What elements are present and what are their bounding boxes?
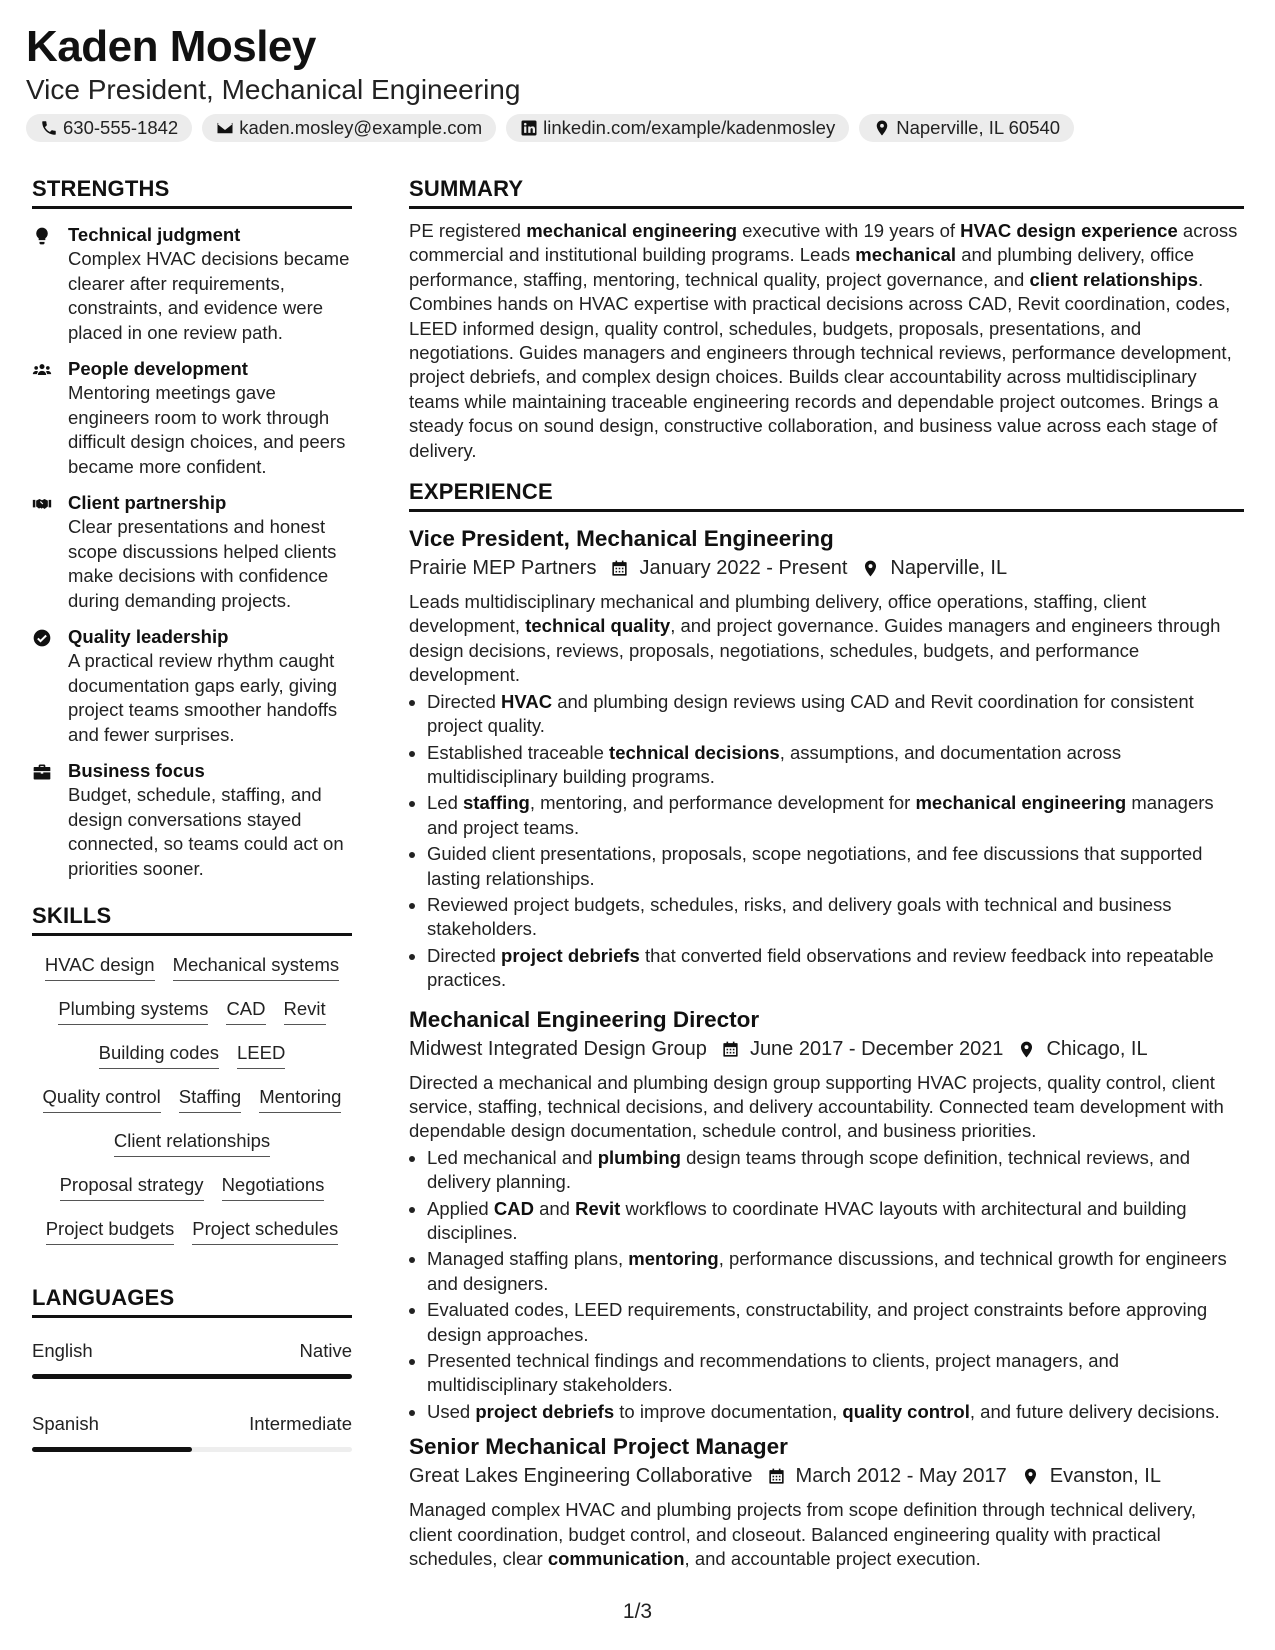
- skill-tag: Negotiations: [222, 1174, 325, 1201]
- job-dates: January 2022 - Present: [639, 557, 848, 580]
- language-name: English: [32, 1340, 93, 1361]
- language-level: Native: [299, 1340, 352, 1361]
- language-item: [32, 1340, 352, 1379]
- language-proficiency-fill: [32, 1447, 192, 1452]
- skill-tag: Mentoring: [259, 1086, 341, 1113]
- job-bullets: [409, 1146, 1244, 1424]
- briefcase-icon: [32, 762, 52, 782]
- job-company: Midwest Integrated Design Group: [409, 1037, 707, 1060]
- strength-title: Client partnership: [68, 492, 227, 513]
- contact-email-text: kaden.mosley@example.com: [239, 117, 483, 138]
- job-bullet: • Guided client presentations, proposals, scope negotiations, and fee discussions that supported lasting relationships.: [427, 842, 1244, 891]
- handshake-icon: [32, 494, 52, 514]
- language-proficiency-bar: [32, 1447, 352, 1452]
- map-pin-icon: [1021, 1467, 1040, 1486]
- job-location: Evanston, IL: [1049, 1465, 1161, 1488]
- skill-tag: Building codes: [99, 1042, 219, 1069]
- job-entry: [409, 1434, 1244, 1571]
- job-bullet: • Directed HVAC and plumbing design reviews using CAD and Revit coordination for consistent project quality.: [427, 690, 1244, 739]
- envelope-icon: [216, 119, 234, 137]
- strength-desc: Complex HVAC decisions became clearer after requirements, constraints, and evidence were placed in one review path.: [68, 248, 350, 343]
- page-indicator: 1/3: [622, 1600, 653, 1623]
- strengths-list: [32, 223, 352, 881]
- contact-location: [859, 114, 1074, 142]
- contact-location-text: Naperville, IL 60540: [896, 117, 1061, 138]
- experience-heading: EXPERIENCE: [409, 479, 1244, 512]
- strength-item: [32, 759, 352, 881]
- job-entry: [409, 1007, 1244, 1425]
- skill-tag: CAD: [226, 998, 265, 1025]
- strength-desc: Clear presentations and honest scope discussions helped clients make decisions with confidence during demanding projects.: [68, 516, 337, 611]
- job-location: Naperville, IL: [890, 557, 1008, 580]
- calendar-icon: [721, 1040, 740, 1059]
- job-dates: March 2012 - May 2017: [795, 1465, 1007, 1488]
- language-proficiency-fill: [32, 1374, 352, 1379]
- candidate-title: Vice President, Mechanical Engineering: [26, 74, 521, 105]
- skills-heading: SKILLS: [32, 903, 352, 936]
- check-circle-icon: [32, 628, 52, 648]
- strength-title: People development: [68, 358, 248, 379]
- job-bullet: • Led mechanical and plumbing design teams through scope definition, technical reviews, and delivery planning.: [427, 1146, 1244, 1195]
- job-bullet: • Managed staffing plans, mentoring, performance discussions, and technical growth for engineers and designers.: [427, 1247, 1244, 1296]
- job-company: Prairie MEP Partners: [409, 557, 597, 580]
- contact-linkedin[interactable]: [506, 114, 849, 142]
- job-dates: June 2017 - December 2021: [749, 1037, 1004, 1060]
- right-column: [409, 176, 1244, 1571]
- people-group-icon: [32, 360, 52, 380]
- job-company: Great Lakes Engineering Collaborative: [409, 1465, 753, 1488]
- contact-phone-text: 630-555-1842: [63, 117, 179, 138]
- job-bullet: • Established traceable technical decisions, assumptions, and documentation across multidisciplinary building programs.: [427, 741, 1244, 790]
- language-item: [32, 1413, 352, 1452]
- linkedin-icon: [520, 119, 538, 137]
- job-bullet: • Reviewed project budgets, schedules, risks, and delivery goals with technical and business stakeholders.: [427, 893, 1244, 942]
- job-description: Leads multidisciplinary mechanical and plumbing delivery, office operations, staffing, client development, technical quality, and project governance. Guides managers and engineers through design decisions, reviews, proposals, negotiations, schedules, budgets, and performance development.: [409, 591, 1221, 686]
- calendar-icon: [610, 559, 629, 578]
- map-pin-icon: [873, 119, 891, 137]
- map-pin-icon: [861, 559, 880, 578]
- skill-tag: Revit: [284, 998, 326, 1025]
- job-bullet: • Led staffing, mentoring, and performance development for mechanical engineering managers and project teams.: [427, 791, 1244, 840]
- job-meta: [409, 557, 1244, 580]
- job-bullet: • Directed project debriefs that converted field observations and review feedback into repeatable practices.: [427, 944, 1244, 993]
- language-proficiency-bar: [32, 1374, 352, 1379]
- skill-tag: Plumbing systems: [58, 998, 208, 1025]
- left-column: [32, 176, 352, 1452]
- summary-heading: SUMMARY: [409, 176, 1244, 209]
- strength-title: Quality leadership: [68, 626, 229, 647]
- lightbulb-icon: [32, 226, 52, 246]
- job-meta: [409, 1038, 1244, 1061]
- strength-desc: Budget, schedule, staffing, and design conversations stayed connected, so teams could act on priorities sooner.: [68, 784, 344, 879]
- job-entry: [409, 526, 1244, 993]
- job-bullet: • Presented technical findings and recommendations to clients, project managers, and multidisciplinary stakeholders.: [427, 1349, 1244, 1398]
- languages-heading: LANGUAGES: [32, 1285, 352, 1318]
- job-description: Managed complex HVAC and plumbing projects from scope definition through technical delivery, client coordination, budget control, and closeout. Balanced engineering quality with practical schedules, clear communication, and accountable project execution.: [409, 1499, 1197, 1570]
- job-location: Chicago, IL: [1046, 1037, 1148, 1060]
- skill-tag: Project schedules: [192, 1218, 338, 1245]
- skill-tag: Project budgets: [46, 1218, 175, 1245]
- summary-text: PE registered mechanical engineering executive with 19 years of HVAC design experience across commercial and institutional building programs. Leads mechanical and plumbing delivery, office performance, staffing, mentoring, technical quality, project governance, and client relationships. Combines hands on HVAC expertise with practical decisions across CAD, Revit coordination, codes, LEED informed design, quality control, schedules, budgets, proposals, presentations, and negotiations. Guides managers and engineers through technical reviews, performance development, project debriefs, and complex design choices. Builds clear accountability across multidisciplinary teams while maintaining traceable engineering records and dependable project outcomes. Brings a steady focus on sound design, constructive collaboration, and business value across each stage of delivery.: [409, 220, 1238, 461]
- skill-tag: Staffing: [179, 1086, 241, 1113]
- skill-tag: LEED: [237, 1042, 285, 1069]
- candidate-name: Kaden Mosley: [26, 22, 316, 71]
- contact-email[interactable]: [202, 114, 496, 142]
- strength-title: Technical judgment: [68, 224, 241, 245]
- job-title: Vice President, Mechanical Engineering: [409, 526, 834, 552]
- skill-tag: Mechanical systems: [173, 954, 340, 981]
- strengths-heading: STRENGTHS: [32, 176, 352, 209]
- job-title: Mechanical Engineering Director: [409, 1006, 760, 1032]
- strength-item: [32, 223, 352, 345]
- contact-linkedin-text: linkedin.com/example/kadenmosley: [543, 117, 836, 138]
- strength-item: [32, 625, 352, 747]
- job-title: Senior Mechanical Project Manager: [409, 1434, 788, 1460]
- map-pin-icon: [1017, 1040, 1036, 1059]
- strength-desc: A practical review rhythm caught documentation gaps early, giving project teams smoother handoffs and fewer surprises.: [68, 650, 338, 745]
- phone-icon: [40, 119, 58, 137]
- skills-list: [32, 954, 352, 1245]
- contact-phone[interactable]: [26, 114, 192, 142]
- job-bullet: • Evaluated codes, LEED requirements, constructability, and project constraints before approving design approaches.: [427, 1298, 1244, 1347]
- job-bullet: • Applied CAD and Revit workflows to coordinate HVAC layouts with architectural and building disciplines.: [427, 1197, 1244, 1246]
- experience-list: [409, 526, 1244, 1571]
- skill-tag: Quality control: [43, 1086, 161, 1113]
- job-description: Directed a mechanical and plumbing design group supporting HVAC projects, quality control, client service, staffing, technical decisions, and delivery accountability. Connected team development with dependable design documentation, schedule control, and business priorities.: [409, 1071, 1224, 1142]
- skill-tag: Proposal strategy: [60, 1174, 204, 1201]
- strength-item: [32, 491, 352, 613]
- language-level: Intermediate: [249, 1413, 352, 1434]
- skill-tag: Client relationships: [114, 1130, 270, 1157]
- calendar-icon: [767, 1467, 786, 1486]
- strength-desc: Mentoring meetings gave engineers room to work through difficult design choices, and peers became more confident.: [68, 382, 346, 477]
- job-meta: [409, 1465, 1244, 1488]
- job-bullets: [409, 690, 1244, 993]
- contact-bar: [26, 114, 1074, 142]
- strength-title: Business focus: [68, 760, 205, 781]
- strength-item: [32, 357, 352, 479]
- job-bullet: • Used project debriefs to improve documentation, quality control, and future delivery decisions.: [427, 1400, 1244, 1424]
- skill-tag: HVAC design: [45, 954, 155, 981]
- language-name: Spanish: [32, 1413, 99, 1434]
